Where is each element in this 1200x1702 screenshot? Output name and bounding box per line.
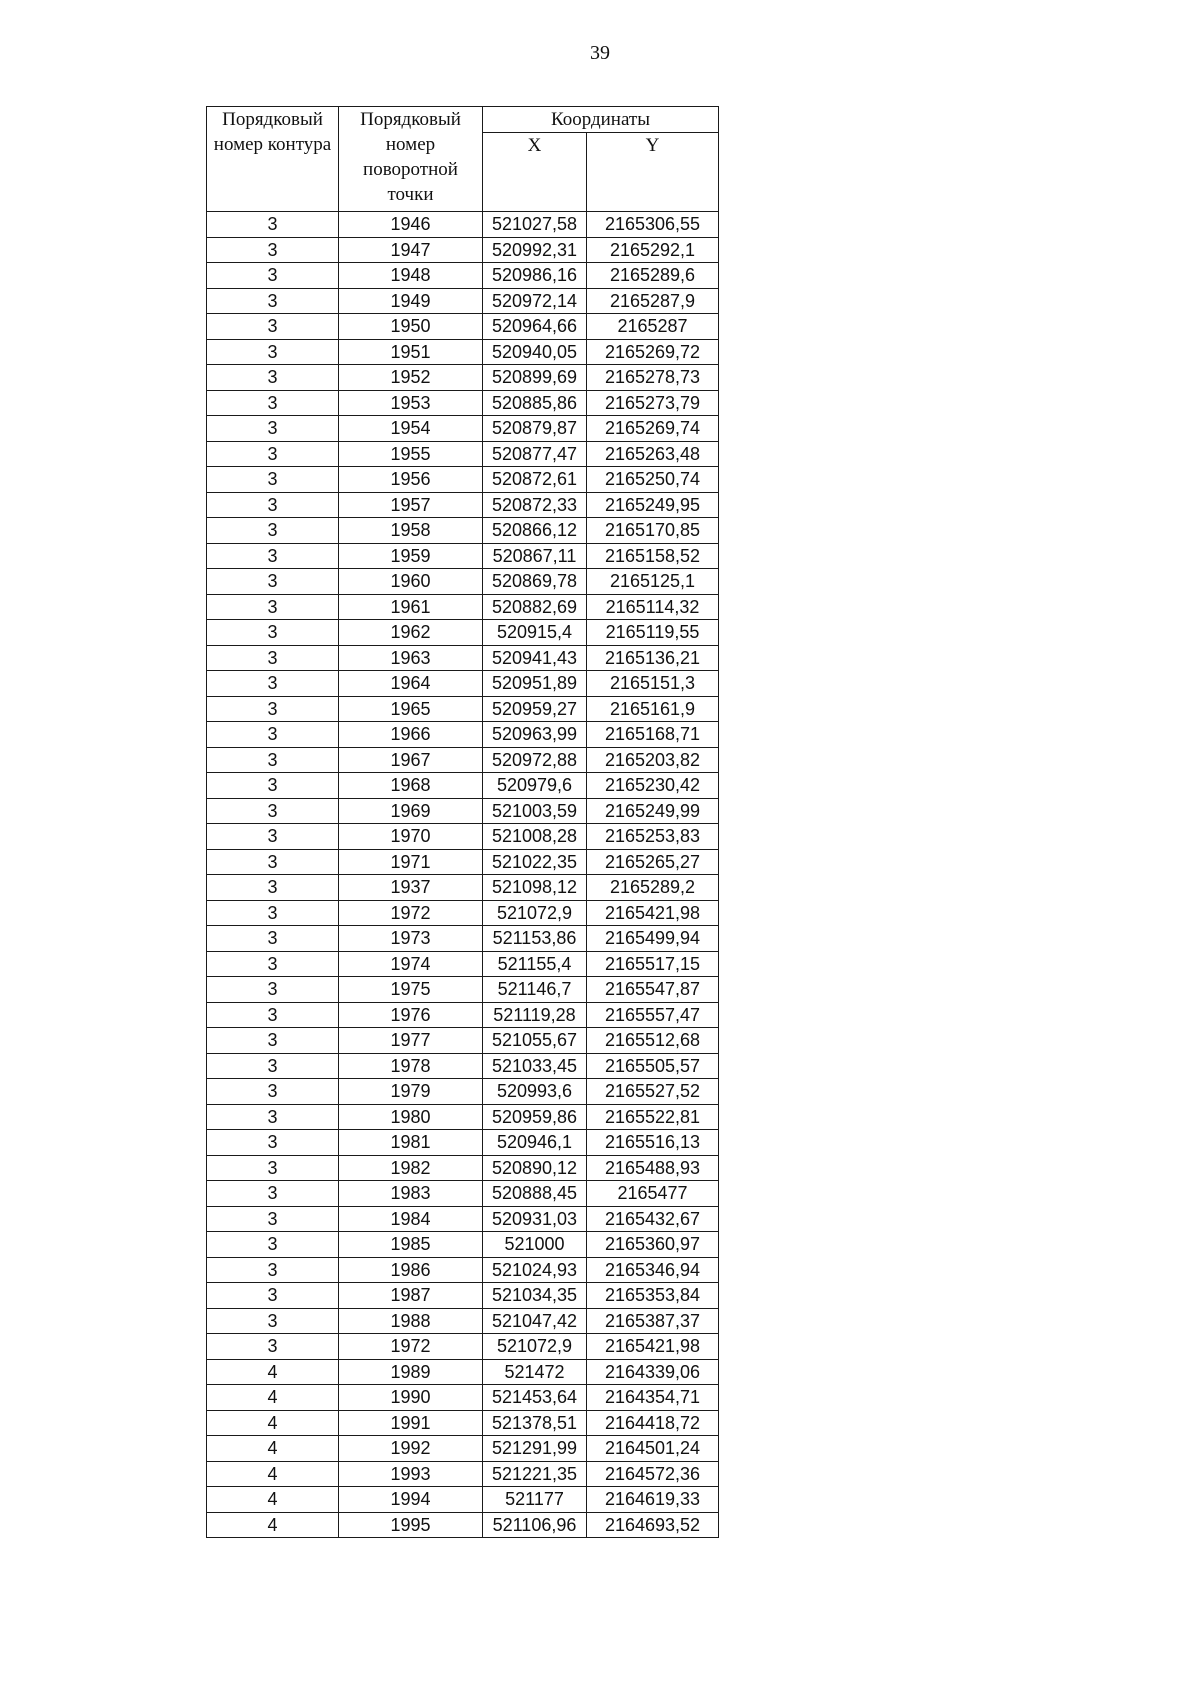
contour-number-cell: 3 <box>207 926 339 952</box>
point-number-cell: 1968 <box>339 773 483 799</box>
table-row <box>207 849 719 875</box>
table-row <box>207 620 719 646</box>
table-row <box>207 747 719 773</box>
x-coordinate-cell: 521378,51 <box>483 1410 587 1436</box>
table-row <box>207 1232 719 1258</box>
point-number-cell: 1974 <box>339 951 483 977</box>
point-number-cell: 1986 <box>339 1257 483 1283</box>
contour-number-cell: 3 <box>207 1002 339 1028</box>
point-number-cell: 1994 <box>339 1487 483 1513</box>
table-row <box>207 1283 719 1309</box>
contour-number-cell: 4 <box>207 1436 339 1462</box>
contour-number-cell: 3 <box>207 441 339 467</box>
point-number-cell: 1983 <box>339 1181 483 1207</box>
contour-number-cell: 3 <box>207 416 339 442</box>
y-coordinate-cell: 2165292,1 <box>587 237 719 263</box>
contour-number-cell: 3 <box>207 1104 339 1130</box>
x-coordinate-cell: 520992,31 <box>483 237 587 263</box>
x-coordinate-cell: 520940,05 <box>483 339 587 365</box>
y-coordinate-cell: 2164693,52 <box>587 1512 719 1538</box>
y-coordinate-cell: 2165360,97 <box>587 1232 719 1258</box>
point-number-cell: 1972 <box>339 1334 483 1360</box>
contour-number-cell: 3 <box>207 849 339 875</box>
contour-number-cell: 3 <box>207 1181 339 1207</box>
contour-number-cell: 3 <box>207 1334 339 1360</box>
y-coordinate-cell: 2164418,72 <box>587 1410 719 1436</box>
point-number-cell: 1960 <box>339 569 483 595</box>
contour-number-cell: 3 <box>207 747 339 773</box>
table-row <box>207 977 719 1003</box>
x-coordinate-cell: 521291,99 <box>483 1436 587 1462</box>
table-row <box>207 212 719 238</box>
point-number-cell: 1995 <box>339 1512 483 1538</box>
x-coordinate-cell: 520915,4 <box>483 620 587 646</box>
x-coordinate-cell: 521177 <box>483 1487 587 1513</box>
y-coordinate-cell: 2165250,74 <box>587 467 719 493</box>
x-coordinate-cell: 520872,61 <box>483 467 587 493</box>
table-row <box>207 416 719 442</box>
table-row <box>207 441 719 467</box>
table-row <box>207 1410 719 1436</box>
point-number-cell: 1949 <box>339 288 483 314</box>
y-coordinate-cell: 2165263,48 <box>587 441 719 467</box>
contour-number-cell: 3 <box>207 824 339 850</box>
y-coordinate-cell: 2165522,81 <box>587 1104 719 1130</box>
y-coordinate-cell: 2165125,1 <box>587 569 719 595</box>
y-coordinate-cell: 2165512,68 <box>587 1028 719 1054</box>
x-coordinate-cell: 521027,58 <box>483 212 587 238</box>
y-coordinate-cell: 2165278,73 <box>587 365 719 391</box>
table-row <box>207 1487 719 1513</box>
point-number-cell: 1946 <box>339 212 483 238</box>
point-number-cell: 1984 <box>339 1206 483 1232</box>
y-coordinate-cell: 2165114,32 <box>587 594 719 620</box>
table-row <box>207 1385 719 1411</box>
y-coordinate-cell: 2165273,79 <box>587 390 719 416</box>
point-number-cell: 1973 <box>339 926 483 952</box>
point-number-cell: 1977 <box>339 1028 483 1054</box>
x-coordinate-cell: 521008,28 <box>483 824 587 850</box>
y-coordinate-cell: 2165353,84 <box>587 1283 719 1309</box>
table-row <box>207 1206 719 1232</box>
table-row <box>207 1104 719 1130</box>
x-coordinate-cell: 521153,86 <box>483 926 587 952</box>
x-coordinate-cell: 520941,43 <box>483 645 587 671</box>
contour-number-cell: 3 <box>207 1028 339 1054</box>
x-coordinate-cell: 520986,16 <box>483 263 587 289</box>
table-row <box>207 1002 719 1028</box>
table-row <box>207 263 719 289</box>
contour-number-cell: 4 <box>207 1385 339 1411</box>
table-row <box>207 390 719 416</box>
point-number-cell: 1985 <box>339 1232 483 1258</box>
contour-number-cell: 3 <box>207 390 339 416</box>
point-number-cell: 1969 <box>339 798 483 824</box>
table-row <box>207 1028 719 1054</box>
contour-number-cell: 3 <box>207 951 339 977</box>
x-coordinate-cell: 521047,42 <box>483 1308 587 1334</box>
contour-number-cell: 3 <box>207 339 339 365</box>
coordinates-table <box>206 106 719 1538</box>
table-row <box>207 1130 719 1156</box>
table-row <box>207 900 719 926</box>
y-coordinate-cell: 2165119,55 <box>587 620 719 646</box>
point-number-cell: 1957 <box>339 492 483 518</box>
table-row <box>207 1436 719 1462</box>
y-coordinate-cell: 2165346,94 <box>587 1257 719 1283</box>
y-coordinate-cell: 2165432,67 <box>587 1206 719 1232</box>
y-coordinate-cell: 2164572,36 <box>587 1461 719 1487</box>
table-row <box>207 237 719 263</box>
point-number-cell: 1954 <box>339 416 483 442</box>
contour-number-cell: 3 <box>207 900 339 926</box>
contour-number-cell: 3 <box>207 1232 339 1258</box>
contour-number-cell: 3 <box>207 1130 339 1156</box>
y-coordinate-cell: 2165547,87 <box>587 977 719 1003</box>
table-row <box>207 824 719 850</box>
x-coordinate-cell: 520959,86 <box>483 1104 587 1130</box>
table-row <box>207 288 719 314</box>
x-coordinate-cell: 521453,64 <box>483 1385 587 1411</box>
table-row <box>207 1155 719 1181</box>
table-row <box>207 1359 719 1385</box>
table-row <box>207 798 719 824</box>
contour-number-cell: 3 <box>207 263 339 289</box>
point-number-cell: 1955 <box>339 441 483 467</box>
y-coordinate-cell: 2165161,9 <box>587 696 719 722</box>
point-number-cell: 1959 <box>339 543 483 569</box>
x-coordinate-cell: 520885,86 <box>483 390 587 416</box>
table-row <box>207 543 719 569</box>
y-coordinate-cell: 2165516,13 <box>587 1130 719 1156</box>
y-coordinate-cell: 2165158,52 <box>587 543 719 569</box>
x-coordinate-cell: 521221,35 <box>483 1461 587 1487</box>
point-number-cell: 1948 <box>339 263 483 289</box>
contour-number-cell: 3 <box>207 365 339 391</box>
table-row <box>207 722 719 748</box>
y-coordinate-cell: 2165557,47 <box>587 1002 719 1028</box>
x-coordinate-cell: 520951,89 <box>483 671 587 697</box>
point-number-cell: 1937 <box>339 875 483 901</box>
table-row <box>207 1079 719 1105</box>
header-contour-number: Порядковый номер контура <box>207 107 339 212</box>
y-coordinate-cell: 2165253,83 <box>587 824 719 850</box>
y-coordinate-cell: 2165517,15 <box>587 951 719 977</box>
y-coordinate-cell: 2165477 <box>587 1181 719 1207</box>
table-row <box>207 365 719 391</box>
x-coordinate-cell: 520882,69 <box>483 594 587 620</box>
table-row <box>207 1512 719 1538</box>
x-coordinate-cell: 520867,11 <box>483 543 587 569</box>
contour-number-cell: 3 <box>207 1283 339 1309</box>
table-row <box>207 339 719 365</box>
x-coordinate-cell: 521106,96 <box>483 1512 587 1538</box>
x-coordinate-cell: 520931,03 <box>483 1206 587 1232</box>
y-coordinate-cell: 2165505,57 <box>587 1053 719 1079</box>
y-coordinate-cell: 2164354,71 <box>587 1385 719 1411</box>
x-coordinate-cell: 521072,9 <box>483 1334 587 1360</box>
y-coordinate-cell: 2165168,71 <box>587 722 719 748</box>
contour-number-cell: 3 <box>207 620 339 646</box>
contour-number-cell: 3 <box>207 467 339 493</box>
point-number-cell: 1966 <box>339 722 483 748</box>
point-number-cell: 1975 <box>339 977 483 1003</box>
point-number-cell: 1972 <box>339 900 483 926</box>
x-coordinate-cell: 520866,12 <box>483 518 587 544</box>
x-coordinate-cell: 520959,27 <box>483 696 587 722</box>
x-coordinate-cell: 520879,87 <box>483 416 587 442</box>
point-number-cell: 1979 <box>339 1079 483 1105</box>
x-coordinate-cell: 521033,45 <box>483 1053 587 1079</box>
y-coordinate-cell: 2165203,82 <box>587 747 719 773</box>
table-row <box>207 926 719 952</box>
x-coordinate-cell: 520972,88 <box>483 747 587 773</box>
x-coordinate-cell: 521472 <box>483 1359 587 1385</box>
point-number-cell: 1953 <box>339 390 483 416</box>
x-coordinate-cell: 520899,69 <box>483 365 587 391</box>
contour-number-cell: 3 <box>207 671 339 697</box>
y-coordinate-cell: 2165488,93 <box>587 1155 719 1181</box>
point-number-cell: 1993 <box>339 1461 483 1487</box>
table-row <box>207 492 719 518</box>
contour-number-cell: 3 <box>207 798 339 824</box>
contour-number-cell: 4 <box>207 1461 339 1487</box>
x-coordinate-cell: 521072,9 <box>483 900 587 926</box>
point-number-cell: 1958 <box>339 518 483 544</box>
x-coordinate-cell: 520877,47 <box>483 441 587 467</box>
contour-number-cell: 3 <box>207 722 339 748</box>
point-number-cell: 1981 <box>339 1130 483 1156</box>
point-number-cell: 1947 <box>339 237 483 263</box>
point-number-cell: 1976 <box>339 1002 483 1028</box>
table-row <box>207 1334 719 1360</box>
contour-number-cell: 3 <box>207 773 339 799</box>
header-point-number: Порядковый номер поворотной точки <box>339 107 483 212</box>
y-coordinate-cell: 2165421,98 <box>587 1334 719 1360</box>
table-row <box>207 569 719 595</box>
table-row <box>207 773 719 799</box>
x-coordinate-cell: 520869,78 <box>483 569 587 595</box>
point-number-cell: 1952 <box>339 365 483 391</box>
point-number-cell: 1961 <box>339 594 483 620</box>
point-number-cell: 1989 <box>339 1359 483 1385</box>
y-coordinate-cell: 2165387,37 <box>587 1308 719 1334</box>
point-number-cell: 1980 <box>339 1104 483 1130</box>
y-coordinate-cell: 2165269,72 <box>587 339 719 365</box>
contour-number-cell: 3 <box>207 1206 339 1232</box>
table-row <box>207 1308 719 1334</box>
point-number-cell: 1987 <box>339 1283 483 1309</box>
x-coordinate-cell: 521034,35 <box>483 1283 587 1309</box>
point-number-cell: 1971 <box>339 849 483 875</box>
y-coordinate-cell: 2165151,3 <box>587 671 719 697</box>
contour-number-cell: 3 <box>207 875 339 901</box>
x-coordinate-cell: 520963,99 <box>483 722 587 748</box>
x-coordinate-cell: 521055,67 <box>483 1028 587 1054</box>
contour-number-cell: 4 <box>207 1487 339 1513</box>
x-coordinate-cell: 521003,59 <box>483 798 587 824</box>
contour-number-cell: 3 <box>207 518 339 544</box>
header-coordinates: Координаты <box>483 107 719 133</box>
point-number-cell: 1991 <box>339 1410 483 1436</box>
y-coordinate-cell: 2165287,9 <box>587 288 719 314</box>
table-row <box>207 951 719 977</box>
contour-number-cell: 3 <box>207 696 339 722</box>
point-number-cell: 1967 <box>339 747 483 773</box>
y-coordinate-cell: 2165527,52 <box>587 1079 719 1105</box>
table-row <box>207 1461 719 1487</box>
y-coordinate-cell: 2164501,24 <box>587 1436 719 1462</box>
point-number-cell: 1965 <box>339 696 483 722</box>
point-number-cell: 1988 <box>339 1308 483 1334</box>
contour-number-cell: 3 <box>207 237 339 263</box>
x-coordinate-cell: 521155,4 <box>483 951 587 977</box>
table-row <box>207 671 719 697</box>
point-number-cell: 1978 <box>339 1053 483 1079</box>
y-coordinate-cell: 2165249,99 <box>587 798 719 824</box>
y-coordinate-cell: 2165170,85 <box>587 518 719 544</box>
contour-number-cell: 3 <box>207 1308 339 1334</box>
point-number-cell: 1951 <box>339 339 483 365</box>
table-row <box>207 314 719 340</box>
x-coordinate-cell: 520888,45 <box>483 1181 587 1207</box>
y-coordinate-cell: 2165269,74 <box>587 416 719 442</box>
contour-number-cell: 3 <box>207 492 339 518</box>
table-row <box>207 594 719 620</box>
x-coordinate-cell: 520872,33 <box>483 492 587 518</box>
y-coordinate-cell: 2164339,06 <box>587 1359 719 1385</box>
y-coordinate-cell: 2165421,98 <box>587 900 719 926</box>
contour-number-cell: 3 <box>207 645 339 671</box>
contour-number-cell: 3 <box>207 314 339 340</box>
contour-number-cell: 3 <box>207 288 339 314</box>
contour-number-cell: 3 <box>207 1257 339 1283</box>
x-coordinate-cell: 521098,12 <box>483 875 587 901</box>
contour-number-cell: 3 <box>207 594 339 620</box>
table-row <box>207 645 719 671</box>
point-number-cell: 1964 <box>339 671 483 697</box>
table-body <box>207 212 719 1538</box>
y-coordinate-cell: 2165306,55 <box>587 212 719 238</box>
contour-number-cell: 3 <box>207 977 339 1003</box>
y-coordinate-cell: 2165499,94 <box>587 926 719 952</box>
x-coordinate-cell: 521000 <box>483 1232 587 1258</box>
point-number-cell: 1970 <box>339 824 483 850</box>
table-row <box>207 1181 719 1207</box>
contour-number-cell: 4 <box>207 1512 339 1538</box>
point-number-cell: 1982 <box>339 1155 483 1181</box>
y-coordinate-cell: 2165287 <box>587 314 719 340</box>
x-coordinate-cell: 521146,7 <box>483 977 587 1003</box>
x-coordinate-cell: 520979,6 <box>483 773 587 799</box>
contour-number-cell: 3 <box>207 569 339 595</box>
contour-number-cell: 3 <box>207 543 339 569</box>
contour-number-cell: 3 <box>207 1155 339 1181</box>
table-row <box>207 1053 719 1079</box>
table-row <box>207 518 719 544</box>
header-y: Y <box>587 133 719 212</box>
contour-number-cell: 3 <box>207 1053 339 1079</box>
table-row <box>207 1257 719 1283</box>
x-coordinate-cell: 520946,1 <box>483 1130 587 1156</box>
contour-number-cell: 3 <box>207 1079 339 1105</box>
y-coordinate-cell: 2165249,95 <box>587 492 719 518</box>
y-coordinate-cell: 2165136,21 <box>587 645 719 671</box>
y-coordinate-cell: 2164619,33 <box>587 1487 719 1513</box>
point-number-cell: 1990 <box>339 1385 483 1411</box>
x-coordinate-cell: 521119,28 <box>483 1002 587 1028</box>
y-coordinate-cell: 2165289,2 <box>587 875 719 901</box>
x-coordinate-cell: 520890,12 <box>483 1155 587 1181</box>
page-number: 39 <box>590 42 610 64</box>
point-number-cell: 1962 <box>339 620 483 646</box>
x-coordinate-cell: 520964,66 <box>483 314 587 340</box>
x-coordinate-cell: 521022,35 <box>483 849 587 875</box>
point-number-cell: 1963 <box>339 645 483 671</box>
x-coordinate-cell: 520972,14 <box>483 288 587 314</box>
table-row <box>207 696 719 722</box>
table-row <box>207 875 719 901</box>
y-coordinate-cell: 2165265,27 <box>587 849 719 875</box>
x-coordinate-cell: 520993,6 <box>483 1079 587 1105</box>
x-coordinate-cell: 521024,93 <box>483 1257 587 1283</box>
contour-number-cell: 3 <box>207 212 339 238</box>
y-coordinate-cell: 2165230,42 <box>587 773 719 799</box>
point-number-cell: 1992 <box>339 1436 483 1462</box>
y-coordinate-cell: 2165289,6 <box>587 263 719 289</box>
table-row <box>207 467 719 493</box>
point-number-cell: 1950 <box>339 314 483 340</box>
contour-number-cell: 4 <box>207 1359 339 1385</box>
point-number-cell: 1956 <box>339 467 483 493</box>
header-x: X <box>483 133 587 212</box>
contour-number-cell: 4 <box>207 1410 339 1436</box>
